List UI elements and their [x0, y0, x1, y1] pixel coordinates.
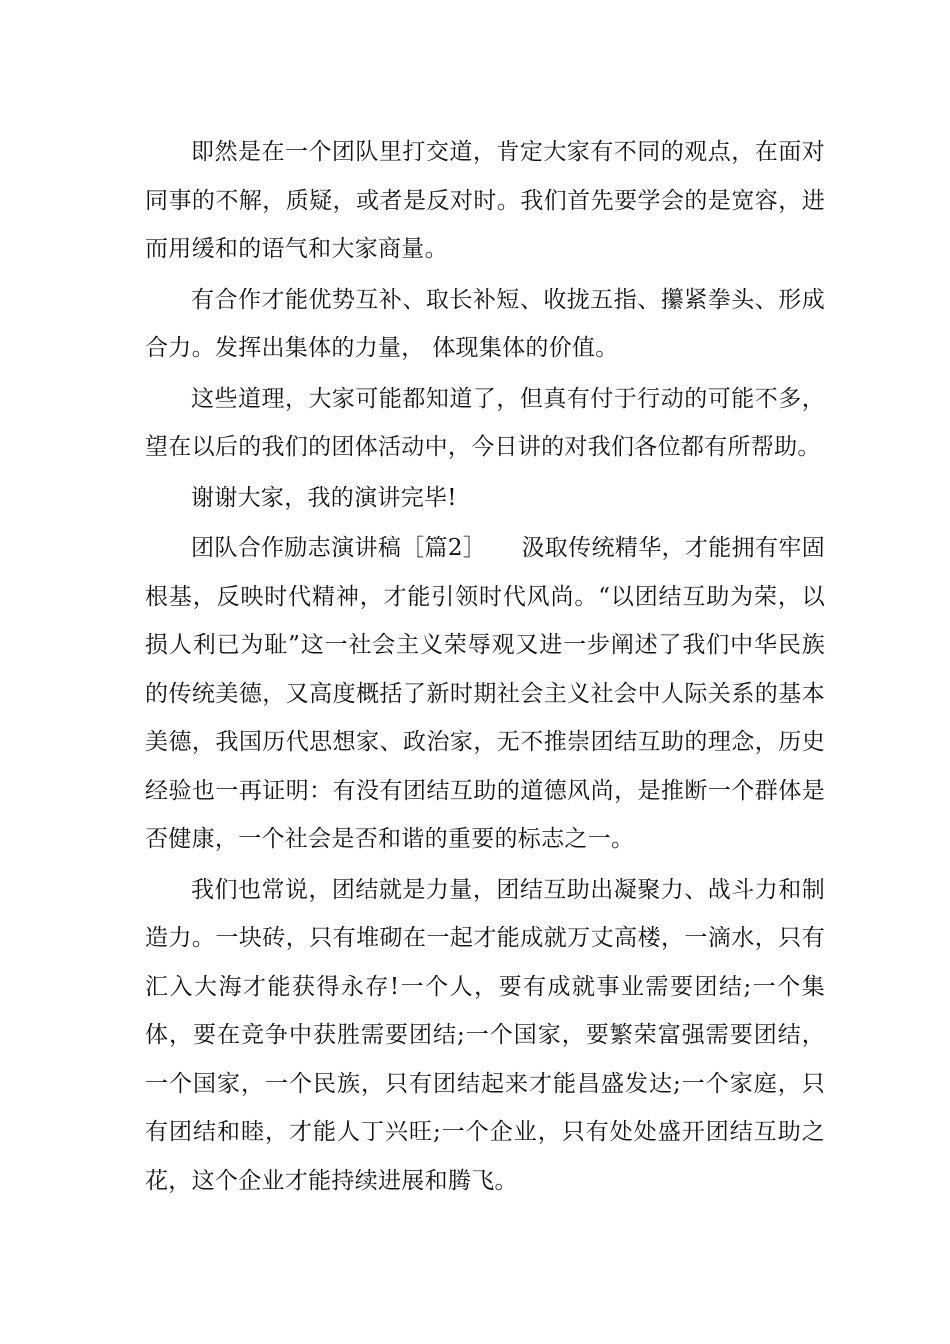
document-body: [145, 128, 825, 1207]
section-first-paragraph: 汲取传统精华，才能拥有牢固根基，反映时代精神，才能引领时代风尚。“以团结互助为荣，以损人利已为耻”这一社会主义荣辱观又进一步阐述了我们中华民族的传统美德，又高度概括了新时期社会主义社会中人际关系的基本美德，我国历代思想家、政治家，无不推崇团结互助的理念，历史经验也一再证明：有没有团结互助的道德风尚，是推断一个群体是否健康，一个社会是否和谐的重要的标志之一。: [145, 535, 825, 852]
section-spacer: [475, 535, 522, 561]
section-title: 团队合作励志演讲稿［篇2］: [191, 535, 475, 561]
paragraph-cooperation: 有合作才能优势互补、取长补短、收拢五指、攥紧拳头、形成合力。发挥出集体的力量， 体现集体的价值。: [145, 286, 825, 361]
paragraph-thanks: 谢谢大家，我的演讲完毕!: [191, 484, 457, 511]
paragraph-section-2: [145, 524, 825, 864]
paragraph-tolerance: 即然是在一个团队里打交道，肯定大家有不同的观点，在面对同事的不解，质疑，或者是反对时。我们首先要学会的是宽容，进而用缓和的语气和大家商量。: [145, 139, 825, 262]
paragraph-principles: 这些道理，大家可能都知道了，但真有付于行动的可能不多，望在以后的我们的团体活动中，今日讲的对我们各位都有所帮助。: [145, 385, 825, 460]
paragraph-unity: 我们也常说，团结就是力量，团结互助出凝聚力、战斗力和制造力。一块砖，只有堆砌在一起才能成就万丈高楼，一滴水，只有汇入大海才能获得永存!一个人，要有成就事业需要团结;一个集体，要在竞争中获胜需要团结;一个国家，要繁荣富强需要团结，一个国家，一个民族，只有团结起来才能昌盛发达;一个家庭，只有团结和睦，才能人丁兴旺;一个企业，只有处处盛开团结互助之花，这个企业才能持续进展和腾飞。: [145, 876, 825, 1194]
